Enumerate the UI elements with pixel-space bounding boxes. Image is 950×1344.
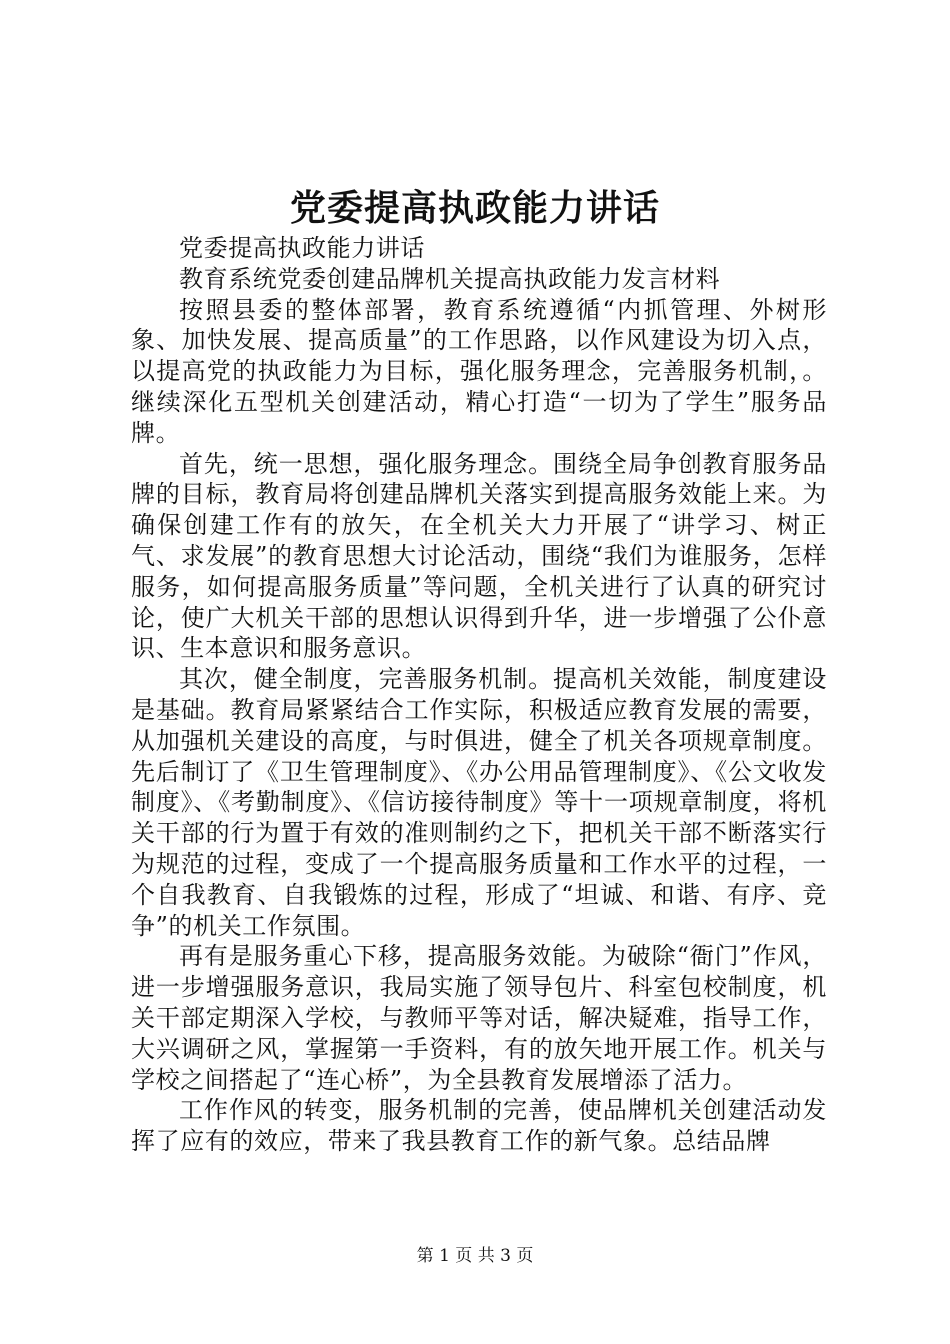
paragraph-second: 其次，健全制度，完善服务机制。提高机关效能，制度建设是基础。教育局紧紧结合工作实际，积极适应教育发展的需要，从加强机关建设的高度，与时俱进，健全了机关各项规章制度。先后制订了《卫生管理制度》、《办公用品管理制度》、《公文收发制度》、《考勤制度》、《信访接待制度》等十一项规章制度，将机关干部的行为置于有效的准则制约之下，把机关干部不断落实行为规范的过程，变成了一个提高服务质量和工作水平的过程，一个自我教育、自我锻炼的过程，形成了“坦诚、和谐、有序、竞争”的机关工作氛围。	[131, 665, 827, 940]
paragraph-first: 首先，统一思想，强化服务理念。围绕全局争创教育服务品牌的目标，教育局将创建品牌机关落实到提高服务效能上来。为确保创建工作有的放矢，在全机关大力开展了“讲学习、树正气、求发展”的教育思想大讨论活动，围绕“我们为谁服务，怎样服务，如何提高服务质量”等问题，全机关进行了认真的研究讨论，使广大机关干部的思想认识得到升华，进一步增强了公仆意识、生本意识和服务意识。	[131, 449, 827, 663]
paragraph-summary: 工作作风的转变，服务机制的完善，使品牌机关创建活动发挥了应有的效应，带来了我县教育工作的新气象。总结品牌	[131, 1096, 827, 1156]
paragraph-third: 再有是服务重心下移，提高服务效能。为破除“衙门”作风，进一步增强服务意识，我局实施了领导包片、科室包校制度，机关干部定期深入学校，与教师平等对话，解决疑难，指导工作，大兴调研之风，掌握第一手资料，有的放矢地开展工作。机关与学校之间搭起了“连心桥”，为全县教育发展增添了活力。	[131, 942, 827, 1094]
paragraph-intro: 按照县委的整体部署，教育系统遵循“内抓管理、外树形象、加快发展、提高质量”的工作思路，以作风建设为切入点，以提高党的执政能力为目标，强化服务理念，完善服务机制，。继续深化五型机关创建活动，精心打造“一切为了学生”服务品牌。	[131, 295, 827, 447]
page-number: 第 1 页 共 3 页	[416, 1246, 534, 1266]
paragraph-heading: 教育系统党委创建品牌机关提高执政能力发言材料	[179, 264, 721, 293]
document-body	[131, 233, 827, 1157]
paragraph-subtitle: 党委提高执政能力讲话	[179, 234, 425, 262]
page-title: 党委提高执政能力讲话	[289, 187, 660, 229]
